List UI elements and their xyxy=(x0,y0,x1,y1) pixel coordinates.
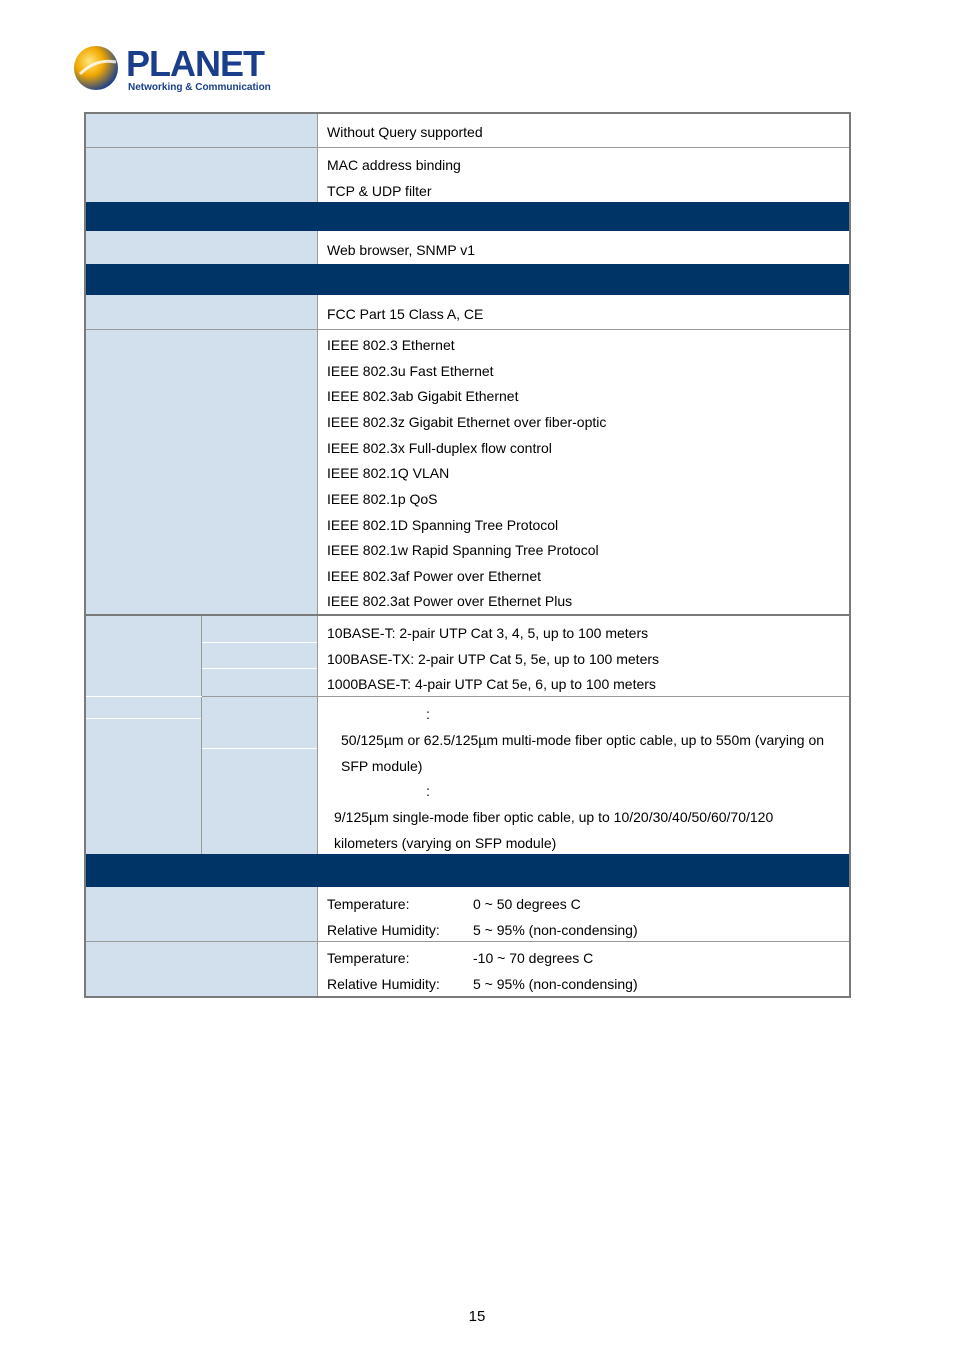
row-value-cell xyxy=(318,114,849,147)
standard-item: IEEE 802.3af Power over Ethernet xyxy=(327,568,542,584)
row-sublabel-cell xyxy=(202,616,318,696)
row-value-cell xyxy=(318,148,849,202)
operating-temperature-value: 0 ~ 50 degrees C xyxy=(473,896,581,912)
standard-item: IEEE 802.1p QoS xyxy=(327,491,438,507)
svg-text:PLANET: PLANET xyxy=(126,43,264,84)
management-text: Web browser, SNMP v1 xyxy=(327,242,476,258)
row-sublabel-cell xyxy=(202,697,318,854)
section-header-environment xyxy=(86,854,849,887)
row-label-cell xyxy=(86,887,318,941)
section-header-standards xyxy=(86,264,849,295)
row-value-cell xyxy=(318,616,849,696)
row-standards xyxy=(86,330,849,614)
standard-item: IEEE 802.1Q VLAN xyxy=(327,465,450,481)
emission-text: FCC Part 15 Class A, CE xyxy=(327,306,484,322)
row-label-cell xyxy=(86,330,318,614)
row-label-cell xyxy=(86,942,318,996)
row-cable-fiber xyxy=(86,697,849,854)
row-operating xyxy=(86,887,849,941)
storage-temperature-label: Temperature: xyxy=(327,950,410,966)
fiber-singlemode-2: kilometers (varying on SFP module) xyxy=(334,835,557,851)
row-value-cell xyxy=(318,942,849,996)
standard-item: IEEE 802.3z Gigabit Ethernet over fiber-optic xyxy=(327,414,607,430)
row-igmp xyxy=(86,114,849,147)
operating-humidity-label: Relative Humidity: xyxy=(327,922,440,938)
svg-text:Networking & Communication: Networking & Communication xyxy=(128,82,271,93)
operating-humidity-value: 5 ~ 95% (non-condensing) xyxy=(473,922,638,938)
row-value-cell xyxy=(318,697,849,854)
standard-item: IEEE 802.3ab Gigabit Ethernet xyxy=(327,388,519,404)
storage-temperature-value: -10 ~ 70 degrees C xyxy=(473,950,594,966)
standard-item: IEEE 802.1w Rapid Spanning Tree Protocol xyxy=(327,542,599,558)
copper-line-3: 1000BASE-T: 4-pair UTP Cat 5e, 6, up to 100 meters xyxy=(327,676,656,692)
fiber-multimode-2: SFP module) xyxy=(341,758,423,774)
row-value-cell xyxy=(318,231,849,264)
spec-table xyxy=(84,112,851,998)
security-line-2: TCP & UDP filter xyxy=(327,183,432,199)
standard-item: IEEE 802.3at Power over Ethernet Plus xyxy=(327,593,573,609)
row-label-cell xyxy=(86,616,202,696)
operating-temperature-label: Temperature: xyxy=(327,896,410,912)
standard-item: IEEE 802.3 Ethernet xyxy=(327,337,455,353)
igmp-text: Without Query supported xyxy=(327,124,483,140)
fiber-colon-1: : xyxy=(426,706,430,722)
section-header-management xyxy=(86,202,849,231)
row-storage xyxy=(86,942,849,996)
fiber-multimode-1: 50/125µm or 62.5/125µm multi-mode fiber optic cable, up to 550m (varying on xyxy=(341,732,825,748)
row-value-cell xyxy=(318,887,849,941)
row-value-cell xyxy=(318,330,849,614)
fiber-colon-2: : xyxy=(426,783,430,799)
row-cable-copper xyxy=(86,616,849,696)
planet-logo xyxy=(72,40,272,96)
page-number: 15 xyxy=(468,1308,486,1325)
row-label-cell xyxy=(86,148,318,202)
storage-humidity-value: 5 ~ 95% (non-condensing) xyxy=(473,976,638,992)
row-value-cell xyxy=(318,295,849,329)
storage-humidity-label: Relative Humidity: xyxy=(327,976,440,992)
row-label-cell xyxy=(86,697,202,854)
row-label-cell xyxy=(86,114,318,147)
row-security xyxy=(86,148,849,202)
row-label-cell xyxy=(86,231,318,264)
row-label-cell xyxy=(86,295,318,329)
standard-item: IEEE 802.3x Full-duplex flow control xyxy=(327,440,552,456)
standard-item: IEEE 802.3u Fast Ethernet xyxy=(327,363,494,379)
security-line-1: MAC address binding xyxy=(327,157,461,173)
fiber-singlemode-1: 9/125µm single-mode fiber optic cable, up to 10/20/30/40/50/60/70/120 xyxy=(334,809,774,825)
row-emission xyxy=(86,295,849,329)
standard-item: IEEE 802.1D Spanning Tree Protocol xyxy=(327,517,559,533)
copper-line-1: 10BASE-T: 2-pair UTP Cat 3, 4, 5, up to 100 meters xyxy=(327,625,649,641)
copper-line-2: 100BASE-TX: 2-pair UTP Cat 5, 5e, up to 100 meters xyxy=(327,651,660,667)
row-management xyxy=(86,231,849,264)
